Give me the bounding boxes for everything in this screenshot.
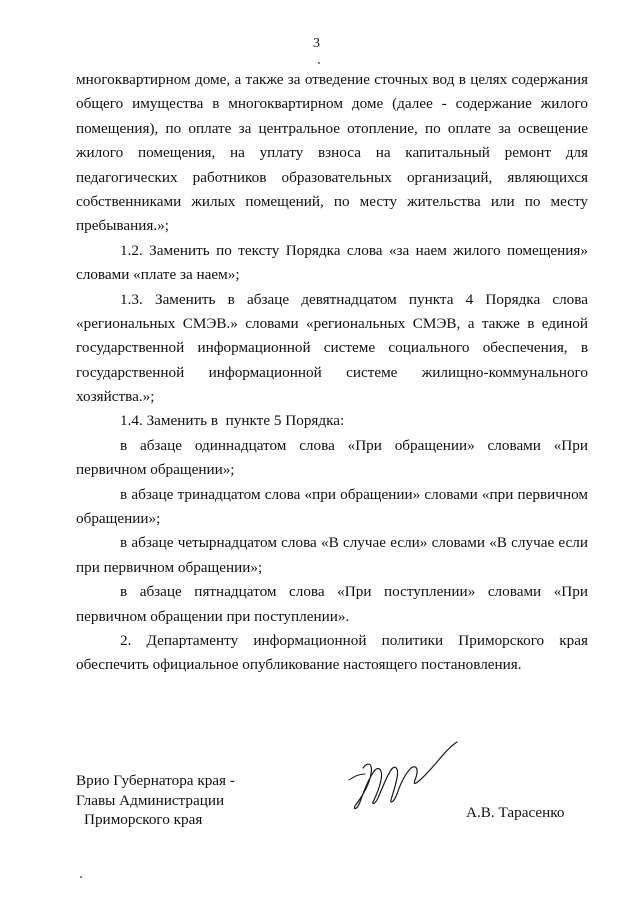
text-line: обеспечить официальное опубликование настоящего постановления. (76, 656, 522, 674)
text-line: помещения), по оплате за центральное отопление, по оплате за освещение (76, 119, 588, 137)
text-line: общего имущества в многоквартирном доме (далее - содержание жилого (76, 95, 588, 113)
text-line: словами «плате за наем»; (76, 266, 240, 284)
signer-name: А.В. Тарасенко (466, 804, 565, 821)
document-body (76, 68, 588, 678)
page-number: 3 (313, 36, 320, 51)
text-line: 1.4. Заменить в пункте 5 Порядка: (120, 412, 345, 430)
paragraph-continuation (76, 68, 588, 239)
paragraph-13th (76, 483, 588, 532)
paragraph-2 (76, 629, 588, 678)
text-line: пребывания.»; (76, 217, 169, 235)
signatory-title-line: Врио Губернатора края - (76, 772, 235, 789)
text-line: в абзаце одиннадцатом слова «При обращении» словами «При (120, 436, 588, 454)
signatory-title (76, 771, 235, 830)
text-line: в абзаце четырнадцатом слова «В случае если» словами «В случае если (120, 534, 588, 552)
text-line: государственной информационной системе социального обеспечения, в (76, 339, 588, 357)
text-line: жилого помещения, на уплату взноса на капитальный ремонт для (76, 144, 588, 162)
text-line: собственниками жилых помещений, по месту жительства или по месту (76, 192, 588, 210)
text-line: в абзаце тринадцатом слова «при обращении» словами «при первичном (120, 485, 588, 503)
text-line: 1.2. Заменить по тексту Порядка слова «за наем жилого помещения» (120, 241, 588, 259)
text-line: хозяйства.»; (76, 388, 155, 406)
text-line: в абзаце пятнадцатом слова «При поступлении» словами «При (120, 583, 588, 601)
text-line: 1.3. Заменить в абзаце девятнадцатом пункта 4 Порядка слова (120, 290, 588, 308)
text-line: «региональных СМЭВ.» словами «региональных СМЭВ, а также в единой (76, 314, 588, 332)
paragraph-11th (76, 434, 588, 483)
paragraph-1-4 (76, 409, 588, 433)
signatory-title-line: Приморского края (84, 811, 203, 828)
text-line: 2. Департаменту информационной политики Приморского края (120, 631, 588, 649)
signatory-title-line: Главы Администрации (76, 791, 225, 809)
handwritten-signature (345, 740, 465, 818)
scan-speck (80, 876, 82, 878)
scan-speck (318, 62, 320, 64)
text-line: первичном обращении»; (76, 461, 235, 479)
text-line: при первичном обращении»; (76, 558, 263, 576)
text-line: государственной информационной системе жилищно-коммунального (76, 363, 588, 381)
text-line: многоквартирном доме, а также за отведение сточных вод в целях содержания (76, 71, 588, 88)
paragraph-1-2 (76, 239, 588, 288)
text-line: первичном обращении при поступлении». (76, 607, 350, 625)
text-line: обращении»; (76, 510, 161, 528)
paragraph-1-3 (76, 288, 588, 410)
paragraph-14th (76, 531, 588, 580)
paragraph-15th (76, 580, 588, 629)
text-line: педагогических работников образовательных организаций, являющихся (76, 168, 588, 186)
